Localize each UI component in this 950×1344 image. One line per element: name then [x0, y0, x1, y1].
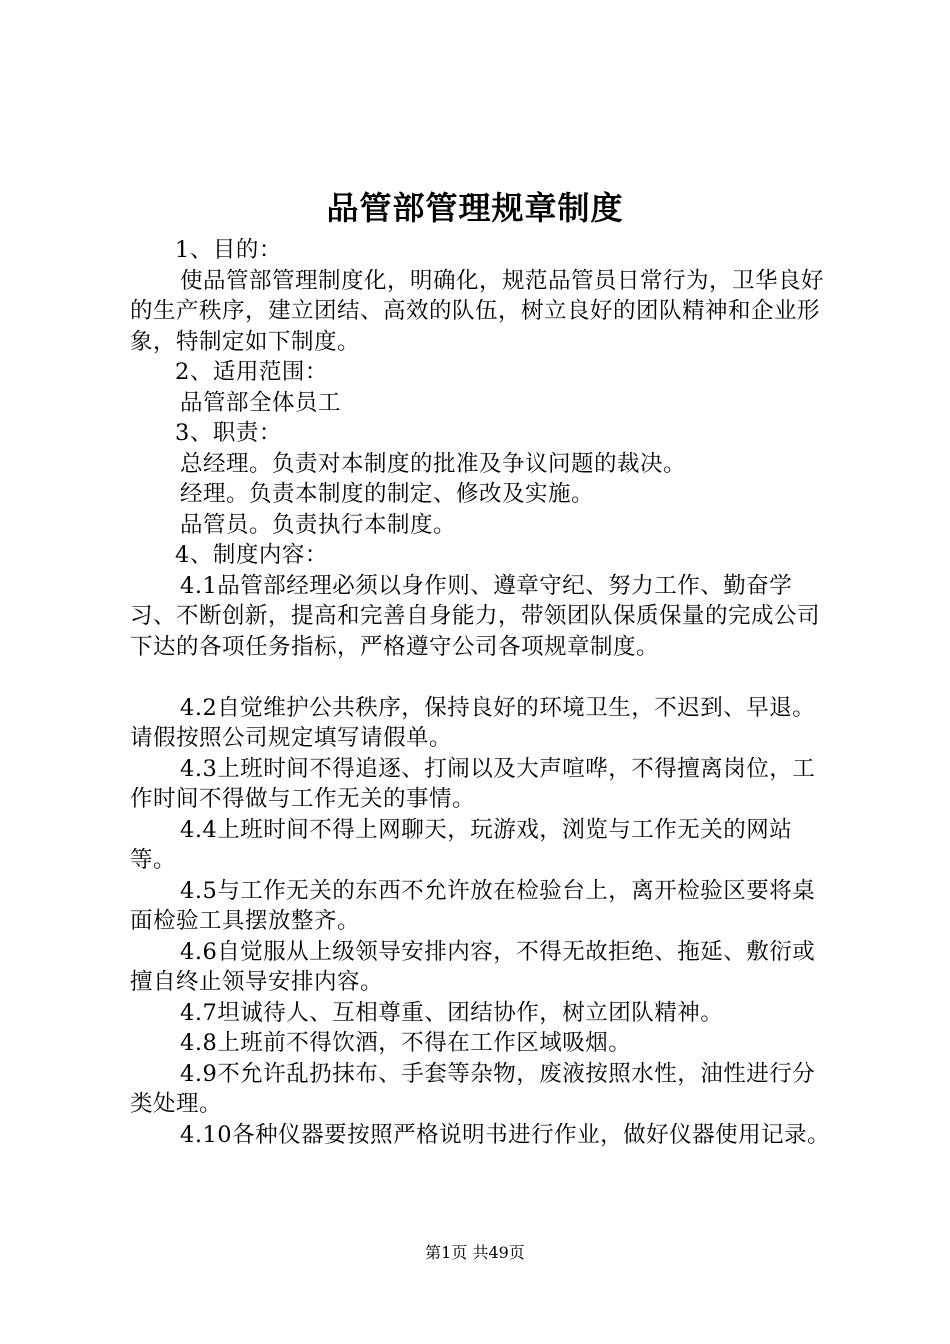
section-heading-duties: 3、职责： — [175, 420, 282, 446]
paragraph-duty-manager: 经理。负责本制度的制定、修改及实施。 — [180, 481, 595, 507]
section-heading-purpose: 1、目的： — [175, 237, 282, 263]
document-title: 品管部管理规章制度 — [326, 189, 624, 227]
paragraph-duty-general-manager: 总经理。负责对本制度的批准及争议问题的裁决。 — [180, 450, 687, 477]
section-heading-content: 4、制度内容： — [175, 542, 328, 568]
rule-item-4-4: 4.4上班时间不得上网聊天，玩游戏，浏览与工作无关的网站等。 — [130, 816, 793, 873]
paragraph-duty-inspector: 品管员。负责执行本制度。 — [180, 511, 457, 538]
blank-line — [130, 662, 835, 693]
paragraph-scope: 品管部全体员工 — [180, 389, 342, 416]
rule-item-4-6: 4.6自觉服从上级领导安排内容，不得无故拒绝、拖延、敷衍或擅自终止领导安排内容。 — [130, 938, 816, 995]
rule-item-4-3: 4.3上班时间不得追逐、打闹以及大声喧哗，不得擅离岗位，工作时间不得做与工作无关的事情。 — [130, 755, 816, 812]
rule-item-4-9: 4.9不允许乱扔抹布、手套等杂物，废液按照水性，油性进行分类处理。 — [130, 1060, 816, 1117]
paragraph-purpose: 使品管部管理制度化，明确化，规范品管员日常行为，卫华良好的生产秩序，建立团结、高效的队伍，树立良好的团队精神和企业形象，特制定如下制度。 — [130, 267, 825, 355]
rule-item-4-7: 4.7坦诚待人、互相尊重、团结协作，树立团队精神。 — [180, 999, 724, 1026]
rule-item-4-2: 4.2自觉维护公共秩序，保持良好的环境卫生，不迟到、早退。请假按照公司规定填写请假单。 — [130, 694, 816, 751]
page-number-footer: 第1页 共49页 — [425, 1243, 525, 1262]
rule-item-4-1: 4.1品管部经理必须以身作则、遵章守纪、努力工作、勤奋学习、不断创新，提高和完善自身能力，带领团队保质保量的完成公司下达的各项任务指标，严格遵守公司各项规章制度。 — [130, 572, 821, 660]
document-body — [130, 235, 835, 1150]
rule-item-4-5: 4.5与工作无关的东西不允许放在检验台上，离开检验区要将桌面检验工具摆放整齐。 — [130, 877, 816, 934]
rule-item-4-8: 4.8上班前不得饮酒，不得在工作区域吸烟。 — [180, 1030, 632, 1056]
section-heading-scope: 2、适用范围： — [175, 359, 328, 385]
rule-item-4-10: 4.10各种仪器要按照严格说明书进行作业，做好仪器使用记录。 — [180, 1121, 831, 1148]
